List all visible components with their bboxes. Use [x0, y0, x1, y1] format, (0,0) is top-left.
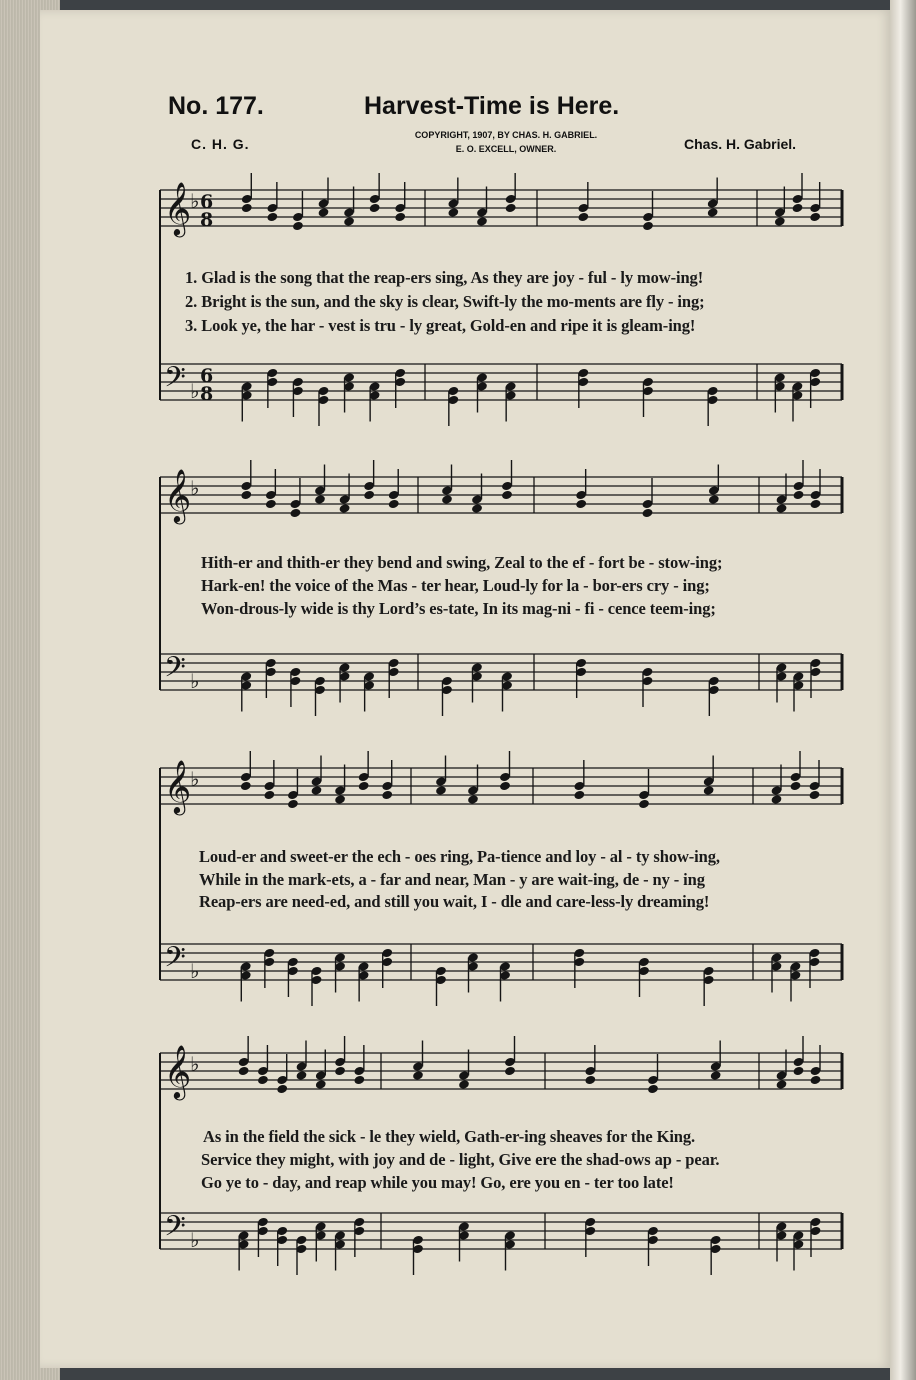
notehead	[353, 1075, 365, 1086]
notehead	[381, 790, 393, 801]
notehead	[412, 1070, 424, 1081]
notehead	[710, 1070, 722, 1081]
notehead	[505, 203, 517, 214]
composer-name: Chas. H. Gabriel.	[684, 136, 797, 152]
copyright-line-1: COPYRIGHT, 1907, BY CHAS. H. GABRIEL.	[414, 130, 598, 140]
lyricist-initials: C. H. G.	[191, 136, 250, 152]
notehead	[501, 490, 513, 501]
copyright-line-2: E. O. EXCELL, OWNER.	[455, 144, 557, 154]
notehead	[311, 785, 323, 796]
lyric-s1-v3: 3. Look ye, the har - vest is tru - ly great, Gold-en and ripe it is gleam-ing!	[185, 316, 696, 335]
notehead	[447, 207, 459, 218]
lyric-s1-v2: 2. Bright is the sun, and the sky is clear, Swift-ly the mo-ments are fly - ing;	[185, 292, 705, 311]
notehead	[266, 212, 278, 223]
notehead	[499, 781, 511, 792]
notehead	[707, 207, 719, 218]
notehead	[642, 508, 654, 519]
notehead	[289, 508, 301, 519]
flat-sign-icon: ♭	[190, 767, 200, 791]
notehead	[790, 781, 802, 792]
notehead	[334, 1066, 346, 1077]
bass-clef-icon: 𝄢	[164, 651, 186, 691]
treble-clef-icon: 𝄞	[164, 1044, 192, 1098]
notehead	[774, 216, 786, 227]
notehead	[467, 794, 479, 805]
notehead	[240, 490, 252, 501]
notehead	[638, 799, 650, 810]
notehead	[776, 503, 788, 514]
notehead	[318, 207, 330, 218]
notehead	[435, 785, 447, 796]
lyric-s2-v3: Won-drous-ly wide is thy Lord’s es-tate, In its mag-ni - fi - cence teem-ing;	[201, 599, 716, 618]
lyric-s3-v3: Reap-ers are need-ed, and still you wait, I - dle and care-less-ly dreaming!	[199, 892, 710, 911]
notehead	[369, 203, 381, 214]
notehead	[343, 216, 355, 227]
time-signature-denominator: 8	[200, 209, 214, 231]
flat-sign-icon: ♭	[190, 1052, 200, 1076]
lyric-s2-v2: Hark-en! the voice of the Mas - ter hear, Loud-ly for la - bor-ers cry - ing;	[201, 576, 710, 595]
treble-clef-icon: 𝄞	[164, 468, 192, 522]
notehead	[263, 790, 275, 801]
hymn-number: No. 177.	[168, 92, 264, 120]
notehead	[703, 785, 715, 796]
notehead	[276, 1084, 288, 1095]
flat-sign-icon: ♭	[190, 1228, 200, 1252]
lyric-s3-v1: Loud-er and sweet-er the ech - oes ring, Pa-tience and loy - al - ty show-ing,	[199, 847, 720, 866]
lyric-s4-v1: As in the field the sick - le they wield, Gath-er-ing sheaves for the King.	[203, 1127, 696, 1146]
notehead	[577, 212, 589, 223]
notehead	[394, 212, 406, 223]
notehead	[339, 503, 351, 514]
notehead	[241, 203, 253, 214]
bass-clef-icon: 𝄢	[164, 1210, 186, 1250]
notehead	[315, 1079, 327, 1090]
notehead	[287, 799, 299, 810]
flat-sign-icon: ♭	[190, 669, 200, 693]
notehead	[810, 1075, 822, 1086]
notehead	[809, 212, 821, 223]
notehead	[471, 503, 483, 514]
notehead	[573, 790, 585, 801]
bass-clef-icon: 𝄢	[164, 941, 186, 981]
notehead	[363, 490, 375, 501]
notehead	[584, 1075, 596, 1086]
lyric-s4-v2: Service they might, with joy and de - light, Give ere the shad-ows ap - pear.	[201, 1150, 720, 1169]
notehead	[458, 1079, 470, 1090]
notehead	[793, 1066, 805, 1077]
notehead	[504, 1066, 516, 1077]
notehead	[810, 499, 822, 510]
time-signature-numerator: 6	[200, 365, 214, 387]
lyric-s2-v1: Hith-er and thith-er they bend and swing, Zeal to the ef - fort be - stow-ing;	[201, 553, 723, 572]
lyric-s4-v3: Go ye to - day, and reap while you may! Go, ere you en - ter too late!	[201, 1173, 674, 1192]
notehead	[296, 1070, 308, 1081]
notehead	[257, 1075, 269, 1086]
hymn-title: Harvest-Time is Here.	[364, 92, 620, 120]
notehead	[792, 203, 804, 214]
notehead	[647, 1084, 659, 1095]
notehead	[809, 790, 821, 801]
notehead	[388, 499, 400, 510]
notehead	[793, 490, 805, 501]
notehead	[358, 781, 370, 792]
lyric-s1-v1: 1. Glad is the song that the reap-ers sing, As they are joy - ful - ly mow-ing!	[185, 268, 704, 287]
time-signature-denominator: 8	[200, 383, 214, 405]
treble-clef-icon: 𝄞	[164, 181, 192, 235]
time-signature-numerator: 6	[200, 191, 214, 213]
notehead	[771, 794, 783, 805]
notehead	[642, 221, 654, 232]
notehead	[776, 1079, 788, 1090]
notehead	[292, 221, 304, 232]
notehead	[265, 499, 277, 510]
flat-sign-icon: ♭	[190, 189, 200, 213]
notehead	[441, 494, 453, 505]
notehead	[314, 494, 326, 505]
notehead	[240, 781, 252, 792]
notehead	[708, 494, 720, 505]
notehead	[575, 499, 587, 510]
lyric-s3-v2: While in the mark-ets, a - far and near, Man - y are wait-ing, de - ny - ing	[199, 870, 705, 889]
treble-clef-icon: 𝄞	[164, 759, 192, 813]
flat-sign-icon: ♭	[190, 379, 200, 403]
bass-clef-icon: 𝄢	[164, 361, 186, 401]
notehead	[334, 794, 346, 805]
flat-sign-icon: ♭	[190, 959, 200, 983]
notehead	[238, 1066, 250, 1077]
flat-sign-icon: ♭	[190, 476, 200, 500]
notehead	[476, 216, 488, 227]
